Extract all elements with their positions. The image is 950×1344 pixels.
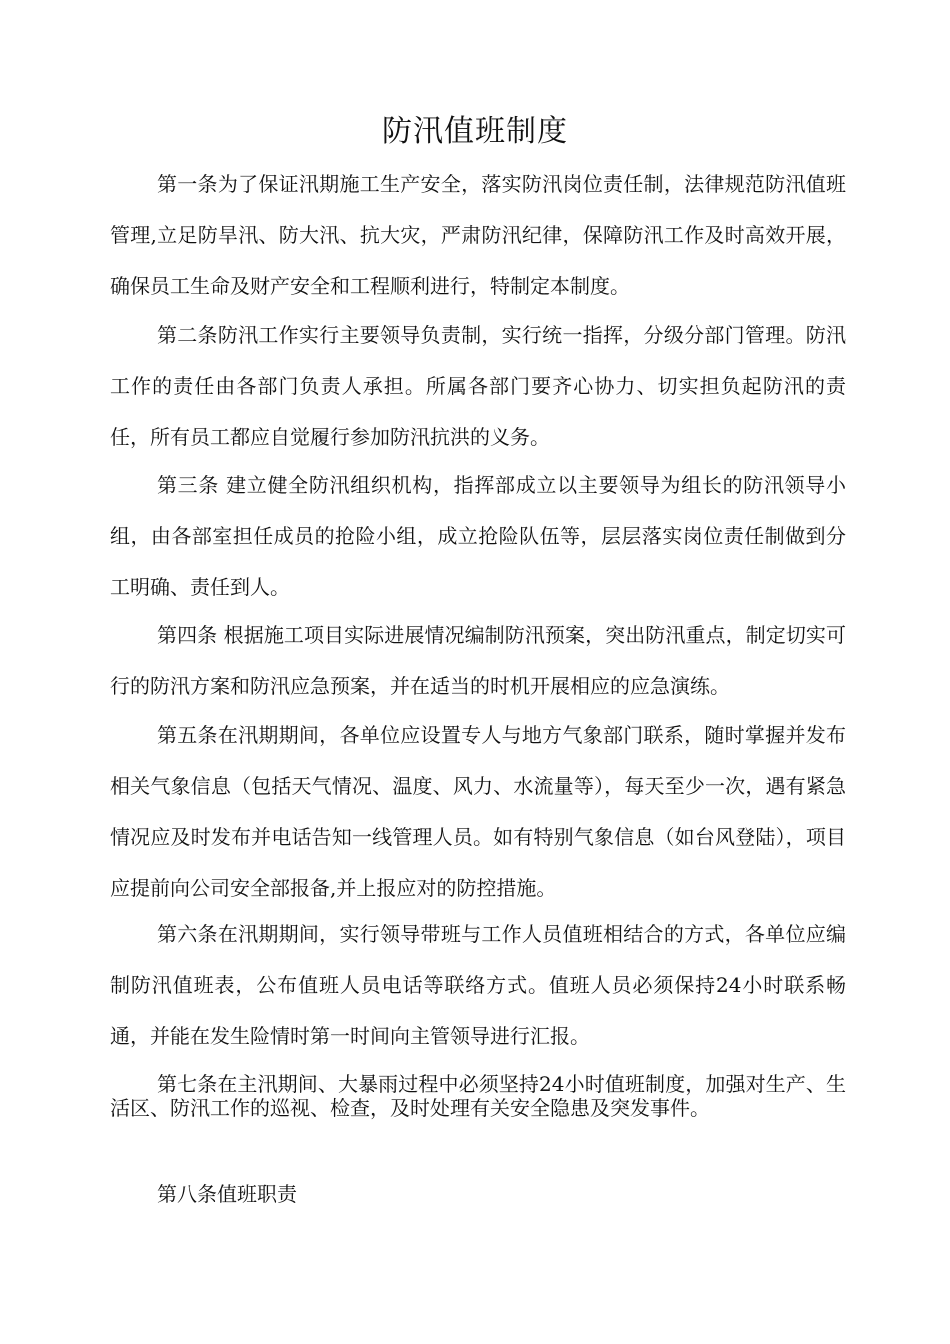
- article-8-heading: 第八条值班职责: [157, 1182, 297, 1206]
- document-title: 防汛值班制度: [382, 114, 568, 149]
- article-7-paragraph: 第七条在主汛期间、大暴雨过程中必须坚持24小时值班制度，加强对生产、生活区、防汛工作的巡视、检查，及时处理有关安全隐患及突发事件。: [110, 1072, 846, 1120]
- article-6-paragraph: 第六条在汛期期间，实行领导带班与工作人员值班相结合的方式，各单位应编制防汛值班表，公布值班人员电话等联络方式。值班人员必须保持24小时联系畅通，并能在发生险情时第一时间向主管领导进行汇报。: [110, 922, 846, 1048]
- article-2-paragraph: 第二条防汛工作实行主要领导负责制，实行统一指挥，分级分部门管理。防汛工作的责任由各部门负责人承担。所属各部门要齐心协力、切实担负起防汛的责任，所有员工都应自觉履行参加防汛抗洪的义务。: [110, 323, 846, 449]
- article-3-paragraph: 第三条 建立健全防汛组织机构，指挥部成立以主要领导为组长的防汛领导小组，由各部室担任成员的抢险小组，成立抢险队伍等，层层落实岗位责任制做到分工明确、责任到人。: [110, 473, 846, 599]
- article-4-paragraph: 第四条 根据施工项目实际进展情况编制防汛预案，突出防汛重点，制定切实可行的防汛方案和防汛应急预案，并在适当的时机开展相应的应急演练。: [110, 623, 846, 698]
- article-1-paragraph: 第一条为了保证汛期施工生产安全，落实防汛岗位责任制，法律规范防汛值班管理,立足防旱汛、防大汛、抗大灾，严肃防汛纪律，保障防汛工作及时高效开展，确保员工生命及财产安全和工程顺利进行，特制定本制度。: [110, 172, 846, 298]
- article-5-paragraph: 第五条在汛期期间，各单位应设置专人与地方气象部门联系，随时掌握并发布相关气象信息（包括天气情况、温度、风力、水流量等），每天至少一次，遇有紧急情况应及时发布并电话告知一线管理人员。如有特别气象信息（如台风登陆），项目应提前向公司安全部报备,并上报应对的防控措施。: [110, 723, 846, 900]
